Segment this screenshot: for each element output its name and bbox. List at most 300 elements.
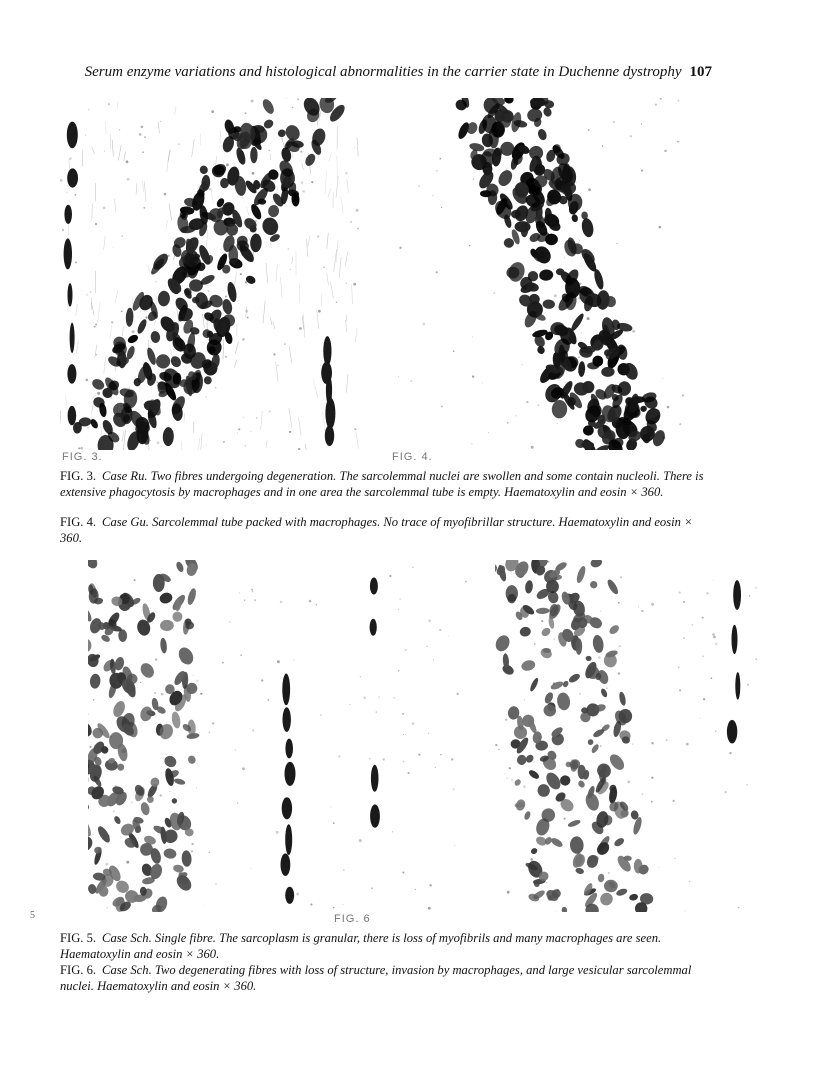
stain-speck [350,704,351,705]
stain-speck [555,911,556,912]
page-number: 107 [689,64,712,80]
nucleus-stain [585,853,600,869]
stain-speck [564,257,565,258]
stain-speck [75,194,77,196]
stain-speck [276,831,279,834]
stain-speck [392,831,393,832]
nucleus-stain [608,623,621,635]
stain-speck [155,658,157,660]
stain-speck [211,110,214,113]
stain-speck [618,672,620,674]
stain-speck [261,679,263,681]
figure-3-micrograph [60,98,360,450]
stain-speck [488,432,489,433]
nucleus-stain [529,677,540,692]
stain-speck [600,611,601,612]
stain-speck [526,401,528,403]
nucleus-stain [542,299,555,309]
nucleus-stain [138,661,157,681]
sarcolemmal-nucleus [285,739,293,759]
stain-speck [293,659,294,660]
stain-speck [530,858,533,861]
stain-speck [441,406,443,408]
fibre-streak [118,145,121,160]
fibre-streak [325,171,327,194]
stain-speck [212,722,215,725]
nucleus-stain [537,128,548,141]
fibre-streak [65,394,68,414]
figure-4-micrograph [390,98,690,450]
stain-speck [226,163,229,166]
stain-speck [60,179,63,182]
stain-speck [252,591,254,593]
stain-speck [564,818,566,820]
fibre-streak [289,408,292,428]
stain-speck [393,697,395,699]
fibre-streak [292,257,293,264]
stain-speck [588,129,590,131]
stain-speck [554,294,557,297]
caption-fig5-number: FIG. 5. [60,931,97,945]
fibre-streak [206,229,208,248]
fibre-streak [148,265,150,273]
stain-speck [140,682,141,683]
fibre-streak [240,449,243,450]
stain-speck [524,699,525,700]
nucleus-stain [543,691,555,705]
nucleus-stain [469,142,486,153]
stain-speck [154,692,156,694]
caption-fig3 [60,468,716,500]
nucleus-stain [175,561,185,573]
stain-speck [333,907,334,908]
sarcolemmal-nucleus [64,205,72,224]
nucleus-stain [171,611,183,623]
stain-speck [278,365,279,366]
stain-speck [453,788,455,790]
stain-speck [280,601,283,604]
sarcolemmal-nucleus [732,625,738,654]
stain-speck [472,375,474,377]
nucleus-stain [186,587,197,605]
nucleus-stain [530,847,539,855]
fibre-streak [223,339,224,359]
figure-3-image [60,98,360,450]
stain-speck [121,310,123,312]
sarcolemmal-nucleus [370,619,377,636]
stain-speck [703,698,705,700]
sarcolemmal-nucleus [733,580,741,610]
fibre-streak [184,413,185,422]
stain-speck [256,417,258,419]
caption-fig6 [60,962,716,994]
stain-speck [666,739,668,741]
stain-speck [356,209,359,212]
stain-speck [208,732,210,734]
stain-speck [684,910,685,911]
stain-speck [439,629,441,631]
stain-speck [357,228,359,230]
nucleus-stain [618,691,627,706]
stain-speck [360,676,361,677]
stain-speck [581,332,582,333]
nucleus-stain [153,574,165,592]
stain-speck [405,649,407,651]
stain-speck [686,743,689,746]
nucleus-stain [571,214,579,223]
stain-speck [338,755,341,758]
stain-speck [398,376,399,377]
fibre-streak [92,147,95,154]
stain-speck [242,338,245,341]
fibre-streak [169,203,172,220]
fibre-streak [143,181,144,192]
stain-speck [94,326,96,328]
stain-speck [164,193,167,196]
stain-speck [254,599,256,601]
stain-speck [509,767,511,769]
stain-speck [316,604,318,606]
stain-speck [95,324,97,326]
nucleus-stain [540,626,552,638]
stain-speck [541,620,543,622]
fibre-streak [76,341,78,355]
stain-speck [632,330,635,333]
figure-3-label: FIG. 3. [62,451,103,463]
stain-speck [673,800,675,802]
stain-speck [113,810,115,812]
nucleus-stain [613,836,626,848]
stain-speck [244,599,246,601]
stain-speck [738,907,739,908]
stain-speck [607,423,608,424]
stain-speck [127,178,130,181]
stain-speck [383,758,385,760]
nucleus-stain [593,268,606,290]
stain-speck [453,350,455,352]
stain-speck [284,343,286,345]
nucleus-stain [534,835,548,848]
stain-speck [506,778,507,779]
fibre-streak [115,290,118,303]
stain-speck [251,100,254,103]
nucleus-stain [561,906,568,912]
stain-speck [209,188,212,191]
stain-speck [538,404,540,406]
running-head [60,64,712,81]
stain-speck [706,592,708,594]
nucleus-stain [187,754,197,765]
stain-speck [389,575,391,577]
stain-speck [579,240,580,241]
caption-fig4-number: FIG. 4. [60,515,97,529]
stain-speck [602,145,604,147]
sarcolemmal-nucleus [370,804,380,827]
stain-speck [196,680,198,682]
stain-speck [242,767,245,770]
sarcolemmal-nucleus [325,425,334,446]
stain-speck [269,150,270,151]
stain-speck [145,316,147,318]
stain-speck [651,742,653,744]
stain-speck [505,719,507,721]
fibre-streak [92,204,93,222]
fibre-streak [136,183,137,195]
nucleus-stain [567,672,581,684]
nucleus-stain [608,786,618,804]
stain-speck [755,658,757,660]
fibre-streak [346,320,347,332]
fibre-streak [315,387,318,397]
stain-speck [300,151,302,153]
figure-4-label: FIG. 4. [392,451,433,463]
stain-speck [292,107,293,108]
nucleus-stain [235,147,248,166]
stain-speck [239,593,240,594]
stain-speck [702,655,704,657]
fibre-streak [341,196,344,213]
fibre-streak [115,199,116,213]
stain-speck [269,411,271,413]
stain-speck [363,697,366,700]
stain-speck [69,158,72,161]
caption-fig6-text: Case Sch. Two degenerating fibres with loss of structure, invasion by macrophages, and large vesicular sarcolemmal nuclei. Haematoxylin and eosin × 360. [60,963,692,993]
stain-speck [418,185,419,186]
nucleus-stain [88,721,94,739]
stain-speck [350,221,352,223]
fibre-streak [110,324,112,338]
stain-speck [408,772,410,774]
fibre-streak [270,318,272,326]
nucleus-stain [267,204,279,217]
stain-speck [157,441,160,444]
stain-speck [579,693,581,695]
nucleus-stain [88,711,89,717]
stain-speck [251,868,252,869]
nucleus-stain [250,233,262,252]
stain-speck [204,905,205,906]
stain-speck [651,603,654,606]
stain-speck [111,321,113,323]
nucleus-stain [556,692,571,712]
stain-speck [448,636,449,637]
stain-speck [371,887,373,889]
nucleus-stain [536,345,546,355]
caption-fig5-text: Case Sch. Single fibre. The sarcoplasm is granular, there is loss of myofibrils and many macrophages are seen. Haematoxylin and eosin × 360. [60,931,662,961]
stain-speck [277,660,280,663]
nucleus-stain [523,810,531,820]
stain-speck [651,801,653,803]
stain-speck [336,302,337,303]
stain-speck [642,793,644,795]
stain-speck [638,606,639,607]
fibre-streak [289,347,292,363]
nucleus-stain [601,367,615,377]
stain-speck [426,646,427,647]
stain-speck [376,711,377,712]
stain-speck [107,907,108,908]
figure-5-micrograph [88,560,468,912]
stain-speck [403,761,405,763]
stain-speck [286,98,287,99]
stain-speck [613,121,616,124]
stain-speck [471,443,472,444]
nucleus-stain [589,580,599,590]
nucleus-stain [88,638,92,652]
stain-speck [320,714,321,715]
stain-speck [507,891,510,894]
stain-speck [237,432,238,433]
figure-6-micrograph [495,560,760,912]
nucleus-stain [140,801,151,816]
stain-speck [715,731,716,732]
nucleus-stain [162,427,174,446]
stain-speck [516,415,517,416]
stain-speck [225,296,227,298]
stain-speck [173,349,174,350]
stain-speck [410,380,412,382]
stain-speck [318,310,321,313]
nucleus-stain [125,308,133,327]
stain-speck [317,235,319,237]
fibre-streak [337,156,338,180]
stain-speck [235,749,236,750]
nucleus-stain [562,680,570,688]
sarcolemmal-nucleus [68,283,73,307]
fibre-streak [235,342,238,354]
stain-speck [418,754,420,756]
stain-speck [207,290,209,292]
fibre-streak [192,139,195,157]
stain-speck [412,567,413,568]
stain-speck [245,310,248,313]
stain-speck [679,423,681,425]
stain-speck [600,745,601,746]
nucleus-stain [89,418,99,430]
nucleus-stain [88,883,97,894]
stain-speck [472,337,473,338]
stain-speck [134,579,136,581]
stain-speck [161,693,164,696]
stain-speck [166,723,167,724]
stain-speck [534,643,536,645]
stain-speck [747,684,749,686]
stain-speck [428,907,431,910]
sarcolemmal-nucleus [370,578,378,595]
stain-speck [619,645,621,647]
fibre-streak [299,417,302,435]
sarcolemmal-nucleus [735,672,740,700]
fibre-streak [166,220,167,229]
fibre-streak [356,432,359,449]
fibre-streak [117,102,118,109]
nucleus-stain [588,739,594,745]
figure-4-image [390,98,690,450]
fibre-streak [60,411,61,431]
stain-speck [505,774,506,775]
nucleus-stain [186,732,199,739]
stain-speck [465,581,467,583]
fibre-streak [110,134,111,149]
nucleus-stain [303,152,317,168]
nucleus-stain [162,754,178,770]
stain-speck [511,779,513,781]
stain-speck [662,378,663,379]
fibre-streak [106,122,107,134]
fibre-streak [144,181,146,201]
stain-speck [451,758,453,760]
sarcolemmal-nucleus [68,406,77,425]
stain-speck [160,121,161,122]
fibre-streak [112,140,113,157]
nucleus-stain [616,380,632,397]
fibre-streak [211,189,213,204]
nucleus-stain [88,560,100,571]
nucleus-stain [88,605,93,623]
stain-speck [297,98,299,100]
sarcolemmal-nucleus [70,323,75,353]
stain-speck [369,758,371,760]
stain-speck [506,168,508,170]
nucleus-stain [276,128,287,139]
sarcolemmal-nucleus [281,853,291,876]
nucleus-stain [513,778,522,787]
stain-speck [659,867,660,868]
stain-speck [679,689,681,691]
stain-speck [436,170,438,172]
stain-speck [247,317,249,319]
stain-speck [457,693,459,695]
stain-speck [422,323,425,326]
stain-speck [554,638,556,640]
fibre-streak [175,107,177,115]
nucleus-stain [536,608,550,615]
stain-speck [206,445,207,446]
stain-speck [112,247,113,248]
stain-speck [209,852,210,853]
stain-speck [290,269,291,270]
stain-speck [659,226,662,229]
stain-speck [343,904,344,905]
nucleus-stain [181,850,192,867]
fibre-streak [273,322,275,330]
stain-speck [378,696,379,697]
stain-speck [86,294,87,295]
stain-speck [674,858,675,859]
stain-speck [273,353,275,355]
stain-speck [193,675,194,676]
stain-speck [142,151,144,153]
stain-speck [191,850,193,852]
nucleus-stain [577,779,586,788]
stain-speck [576,182,577,183]
stain-speck [632,743,634,745]
nucleus-stain [160,620,174,632]
stain-speck [399,247,401,249]
nucleus-stain [550,680,565,691]
sarcolemmal-nucleus [64,238,72,269]
nucleus-stain [245,274,257,285]
stain-speck [598,656,601,659]
stain-speck [651,777,653,779]
caption-fig4 [60,514,716,546]
stain-speck [323,266,325,268]
stain-speck [428,733,429,734]
stain-speck [121,235,123,237]
stain-speck [570,849,571,850]
sarcolemmal-nucleus [371,765,379,792]
stain-speck [433,659,434,660]
